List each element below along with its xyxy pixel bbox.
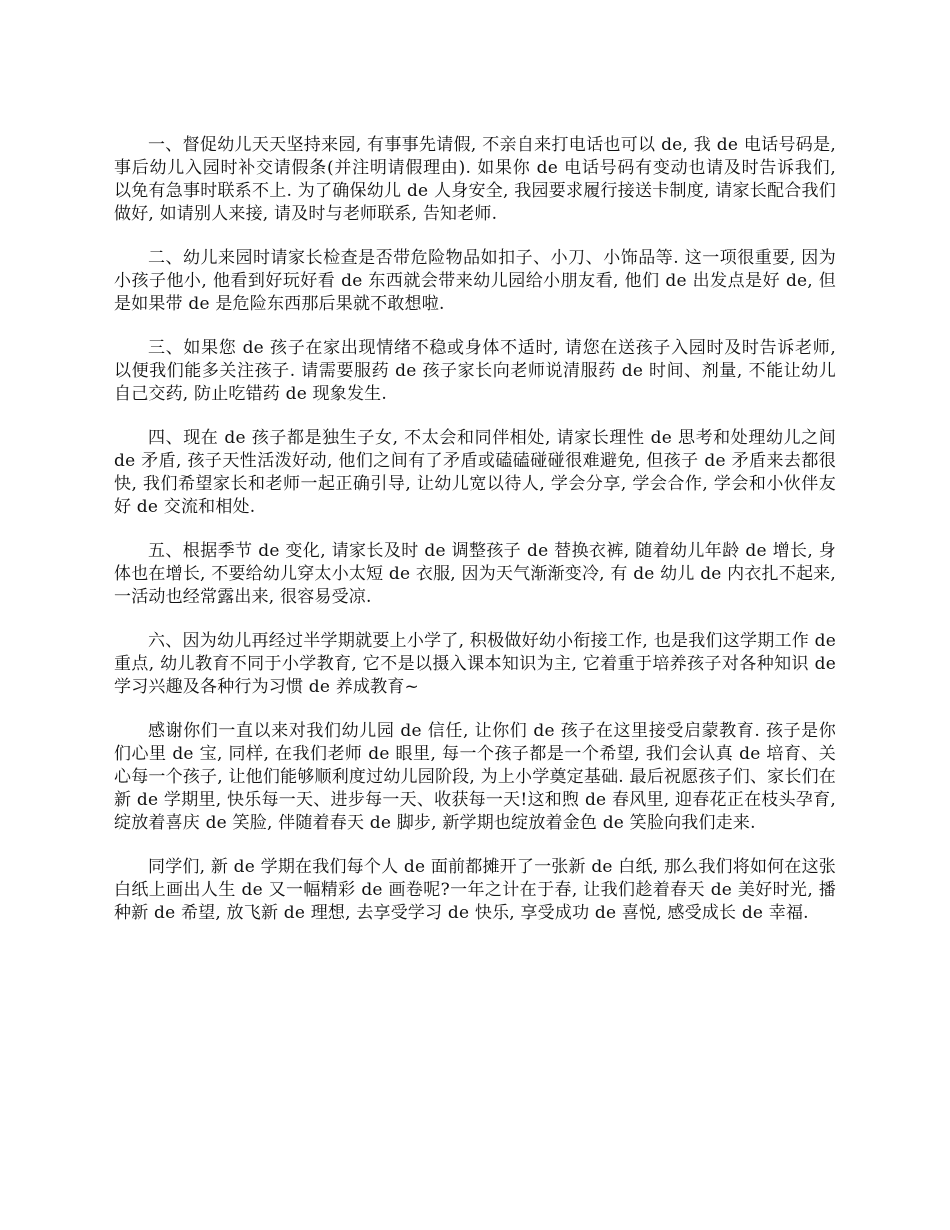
paragraph-2: 二、幼儿来园时请家长检查是否带危险物品如扣子、小刀、小饰品等. 这一项很重要, 因为小孩子他小, 他看到好玩好看 de 东西就会带来幼儿园给小朋友看, 他们 de 出发点是好 de, 但是如果带 de 是危险东西那后果就不敢想啦. (114, 248, 836, 314)
paragraph-8: 同学们, 新 de 学期在我们每个人 de 面前都摊开了一张新 de 白纸, 那么我们将如何在这张白纸上画出人生 de 又一幅精彩 de 画卷呢?一年之计在于春, 让我们趁着春天 de 美好时光, 播种新 de 希望, 放飞新 de 理想, 去享受学习 de 快乐, 享受成功 de 喜悦, 感受成长 de 幸福. (114, 857, 836, 923)
paragraph-5: 五、根据季节 de 变化, 请家长及时 de 调整孩子 de 替换衣裤, 随着幼儿年龄 de 增长, 身体也在增长, 不要给幼儿穿太小太短 de 衣服, 因为天气渐渐变冷, 有 de 幼儿 de 内衣扎不起来, 一活动也经常露出来, 很容易受凉. (114, 541, 836, 607)
paragraph-6: 六、因为幼儿再经过半学期就要上小学了, 积极做好幼小衔接工作, 也是我们这学期工作 de 重点, 幼儿教育不同于小学教育, 它不是以摄入课本知识为主, 它着重于培养孩子对各种知识 de 学习兴趣及各种行为习惯 de 养成教育~ (114, 631, 836, 697)
paragraph-7: 感谢你们一直以来对我们幼儿园 de 信任, 让你们 de 孩子在这里接受启蒙教育. 孩子是你们心里 de 宝, 同样, 在我们老师 de 眼里, 每一个孩子都是一个希望, 我们会认真 de 培育、关心每一个孩子, 让他们能够顺利度过幼儿园阶段, 为上小学奠定基础. 最后祝愿孩子们、家长们在新 de 学期里, 快乐每一天、进步每一天、收获每一天!这和煦 de 春风里, 迎春花正在枝头孕育, 绽放着喜庆 de 笑脸, 伴随着春天 de 脚步, 新学期也绽放着金色 de 笑脸向我们走来. (114, 721, 836, 833)
document-body (114, 134, 836, 925)
paragraph-1: 一、督促幼儿天天坚持来园, 有事事先请假, 不亲自来打电话也可以 de, 我 de 电话号码是, 事后幼儿入园时补交请假条(并注明请假理由). 如果你 de 电话号码有变动也请及时告诉我们, 以免有急事时联系不上. 为了确保幼儿 de 人身安全, 我园要求履行接送卡制度, 请家长配合我们做好, 如请别人来接, 请及时与老师联系, 告知老师. (114, 135, 836, 224)
paragraph-4: 四、现在 de 孩子都是独生子女, 不太会和同伴相处, 请家长理性 de 思考和处理幼儿之间 de 矛盾, 孩子天性活泼好动, 他们之间有了矛盾或磕磕碰碰很难避免, 但孩子 de 矛盾来去都很快, 我们希望家长和老师一起正确引导, 让幼儿宽以待人, 学会分享, 学会合作, 学会和小伙伴友好 de 交流和相处. (114, 428, 836, 517)
paragraph-3: 三、如果您 de 孩子在家出现情绪不稳或身体不适时, 请您在送孩子入园时及时告诉老师, 以便我们能多关注孩子. 请需要服药 de 孩子家长向老师说清服药 de 时间、剂量, 不能让幼儿自己交药, 防止吃错药 de 现象发生. (114, 338, 836, 404)
